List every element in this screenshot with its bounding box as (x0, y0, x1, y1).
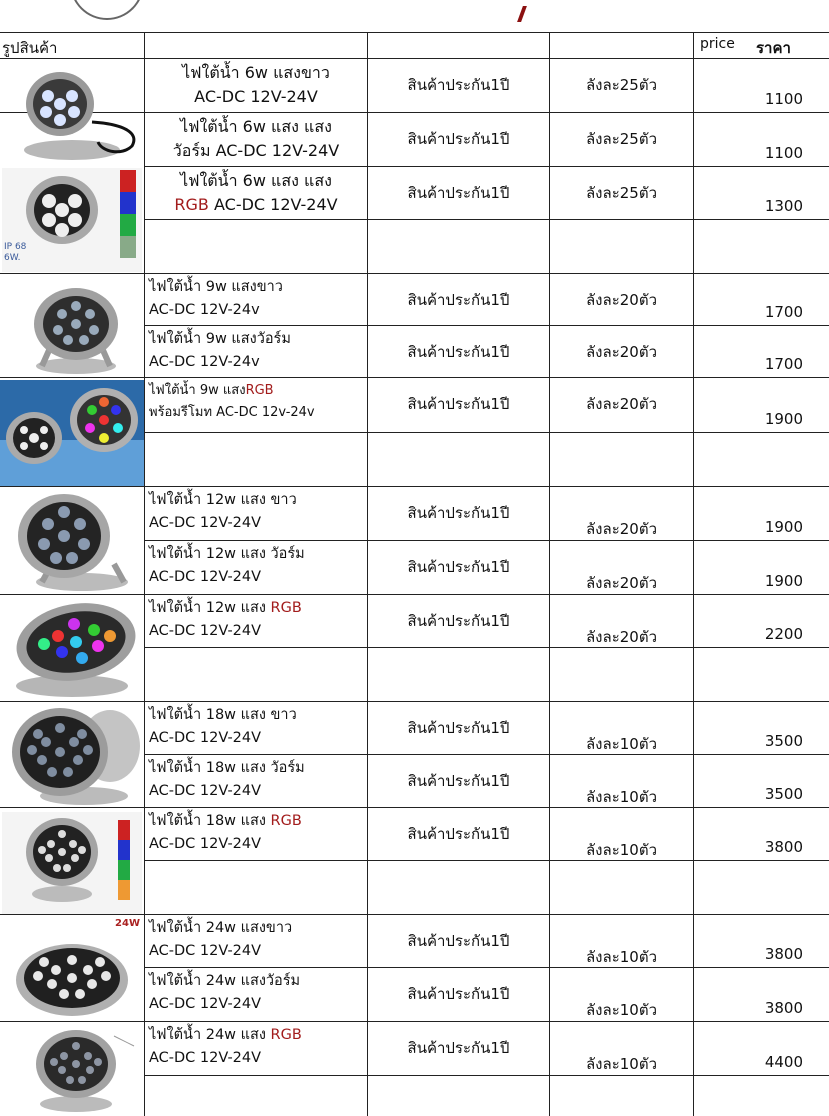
24w-label: 24W (115, 918, 140, 929)
price-value: 1900 (764, 410, 803, 428)
product-name-line2: AC-DC 12V-24v (149, 354, 260, 370)
lamp-18w-photo (2, 706, 142, 808)
box-qty-text: ลังละ20ตัว (585, 291, 657, 309)
warranty-text: สินค้าประกัน1ปี (407, 558, 510, 576)
price-table (0, 32, 829, 1116)
product-name-line2: AC-DC 12V-24v (149, 302, 260, 318)
lamp-24w-rgb-photo (2, 1026, 142, 1116)
box-qty-text: ลังละ20ตัว (585, 343, 657, 361)
box-qty-text: ลังละ10ตัว (585, 1055, 657, 1073)
product-name-line2: AC-DC 12V-24V (149, 783, 262, 799)
rgb-label: RGB (270, 600, 302, 616)
lamp-12w-rgb-photo (2, 598, 142, 700)
product-name-line1: ไฟใต้น้ำ 12w แสง ขาว (149, 492, 297, 508)
product-name-line1: ไฟใต้น้ำ 6w แสงขาว (182, 63, 330, 82)
product-name-line2: พร้อมรีโมท AC-DC 12v-24v (149, 405, 315, 420)
rgb-label: RGB (245, 383, 274, 398)
product-name-line2: AC-DC 12V-24V (194, 87, 318, 106)
warranty-text: สินค้าประกัน1ปี (407, 719, 510, 737)
warranty-text: สินค้าประกัน1ปี (407, 291, 510, 309)
warranty-text: สินค้าประกัน1ปี (407, 504, 510, 522)
lamp-24w-photo (2, 918, 142, 1022)
price-value: 3800 (764, 945, 803, 963)
header-image-label: รูปสินค้า (2, 39, 58, 57)
lamp-12w-photo (2, 490, 142, 594)
logo-arc (70, 0, 144, 20)
price-value: 1700 (764, 303, 803, 321)
product-name-line2: AC-DC 12V-24V (149, 730, 262, 746)
rgb-label: RGB (270, 813, 302, 829)
table-header-row (0, 32, 829, 59)
box-qty-text: ลังละ25ตัว (585, 130, 657, 148)
lamp-9w-photo (2, 278, 142, 378)
product-name-line1: ไฟใต้น้ำ 12w แสง (149, 600, 271, 616)
price-value: 3800 (764, 838, 803, 856)
product-name-line2: วัอร์ม AC-DC 12V-24V (172, 141, 340, 160)
price-value: 3800 (764, 999, 803, 1017)
box-qty-text: ลังละ20ตัว (585, 628, 657, 646)
box-qty-text: ลังละ20ตัว (585, 520, 657, 538)
product-name-line1: ไฟใต้น้ำ 18w แสง วัอร์ม (149, 760, 305, 776)
box-qty-text: ลังละ10ตัว (585, 788, 657, 806)
box-qty-text: ลังละ10ตัว (585, 948, 657, 966)
product-name-line2: AC-DC 12V-24V (149, 1050, 262, 1066)
warranty-text: สินค้าประกัน1ปี (407, 130, 510, 148)
header-price-en: price (700, 36, 735, 52)
lamp-6w-photo (2, 62, 142, 164)
rgb-label: RGB (174, 195, 209, 214)
product-name-line1: ไฟใต้น้ำ 6w แสง แสง (180, 117, 332, 136)
product-name-line1: ไฟใต้น้ำ 24w แสง (149, 1027, 271, 1043)
box-qty-text: ลังละ25ตัว (585, 76, 657, 94)
product-name-line1: ไฟใต้น้ำ 18w แสง (149, 813, 271, 829)
product-name-line1: ไฟใต้น้ำ 9w แสงขาว (149, 279, 283, 295)
product-name-line2: AC-DC 12V-24V (149, 569, 262, 585)
lamp-18w-rgb-photo (2, 812, 142, 914)
rgb-label: RGB (270, 1027, 302, 1043)
product-name-line1: ไฟใต้น้ำ 24w แสงขาว (149, 920, 293, 936)
lamp-9w-rgb-photo (0, 380, 144, 486)
product-name-line1: ไฟใต้น้ำ 18w แสง ขาว (149, 707, 297, 723)
product-name-line1: ไฟใต้น้ำ 9w แสง (149, 383, 246, 398)
product-name-line1: ไฟใต้น้ำ 9w แสงวัอร์ม (149, 331, 291, 347)
warranty-text: สินค้าประกัน1ปี (407, 76, 510, 94)
warranty-text: สินค้าประกัน1ปี (407, 343, 510, 361)
product-name-line1: ไฟใต้น้ำ 24w แสงวัอร์ม (149, 973, 301, 989)
product-name-line2: AC-DC 12V-24V (149, 623, 262, 639)
warranty-text: สินค้าประกัน1ปี (407, 395, 510, 413)
price-value: 1700 (764, 355, 803, 373)
warranty-text: สินค้าประกัน1ปี (407, 184, 510, 202)
warranty-text: สินค้าประกัน1ปี (407, 1039, 510, 1057)
warranty-text: สินค้าประกัน1ปี (407, 932, 510, 950)
warranty-text: สินค้าประกัน1ปี (407, 612, 510, 630)
price-value: 3500 (764, 785, 803, 803)
lamp-6w-rgb-photo (2, 168, 142, 272)
box-qty-text: ลังละ20ตัว (585, 574, 657, 592)
price-value: 1100 (764, 144, 803, 162)
product-name-line2: AC-DC 12V-24V (149, 996, 262, 1012)
header-price-th: ราคา (756, 39, 791, 57)
box-qty-text: ลังละ25ตัว (585, 184, 657, 202)
box-qty-text: ลังละ20ตัว (585, 395, 657, 413)
product-name-line2: AC-DC 12V-24V (149, 943, 262, 959)
box-qty-text: ลังละ10ตัว (585, 841, 657, 859)
warranty-text: สินค้าประกัน1ปี (407, 772, 510, 790)
product-name-line2: AC-DC 12V-24V (208, 195, 338, 214)
product-name-line1: ไฟใต้น้ำ 12w แสง วัอร์ม (149, 546, 305, 562)
ip68-label: IP 68 (4, 242, 27, 252)
product-name-line2: AC-DC 12V-24V (149, 836, 262, 852)
red-mark (517, 6, 527, 22)
price-value: 1900 (764, 572, 803, 590)
warranty-text: สินค้าประกัน1ปี (407, 825, 510, 843)
price-value: 4400 (764, 1053, 803, 1071)
page-top-strip (0, 0, 829, 32)
product-name-line1: ไฟใต้น้ำ 6w แสง แสง (180, 171, 332, 190)
price-value: 1900 (764, 518, 803, 536)
price-value: 2200 (764, 625, 803, 643)
price-value: 3500 (764, 732, 803, 750)
price-value: 1100 (764, 90, 803, 108)
product-name-line2: AC-DC 12V-24V (149, 515, 262, 531)
price-value: 1300 (764, 197, 803, 215)
warranty-text: สินค้าประกัน1ปี (407, 985, 510, 1003)
6w-label: 6W. (4, 253, 21, 263)
box-qty-text: ลังละ10ตัว (585, 735, 657, 753)
box-qty-text: ลังละ10ตัว (585, 1001, 657, 1019)
